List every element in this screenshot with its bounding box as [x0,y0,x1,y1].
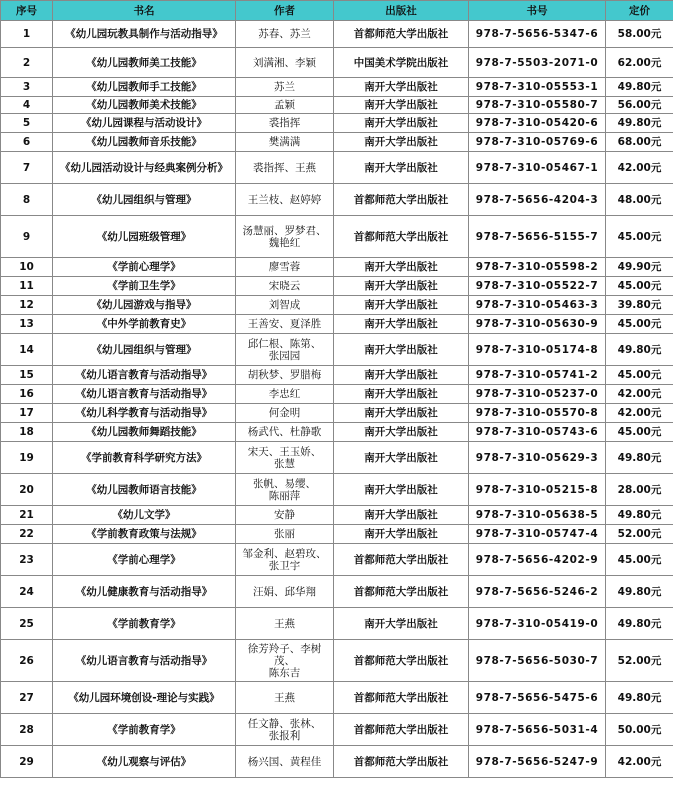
cell-price: 49.80元 [606,682,673,714]
table-header-row [1,1,673,21]
cell-no: 21 [1,506,53,525]
table-row [1,608,673,640]
table-row [1,184,673,216]
cell-isbn: 978-7-5656-5030-7 [469,640,606,682]
cell-isbn: 978-7-5503-2071-0 [469,48,606,78]
table-row [1,714,673,746]
cell-no: 22 [1,525,53,544]
cell-isbn: 978-7-310-05174-8 [469,334,606,366]
table-row [1,334,673,366]
cell-title: 《幼儿园教师美术技能》 [53,97,236,114]
cell-price: 45.00元 [606,216,673,258]
cell-no: 20 [1,474,53,506]
cell-author: 徐芳羚子、李树茂、 陈东吉 [236,640,334,682]
cell-publisher: 南开大学出版社 [334,334,469,366]
cell-no: 27 [1,682,53,714]
cell-author: 杨武代、杜静歌 [236,423,334,442]
cell-no: 29 [1,746,53,778]
header-author: 作者 [236,1,334,21]
cell-publisher: 南开大学出版社 [334,152,469,184]
cell-price: 52.00元 [606,640,673,682]
table-row [1,258,673,277]
cell-title: 《幼儿园活动设计与经典案例分析》 [53,152,236,184]
cell-price: 49.90元 [606,258,673,277]
cell-title: 《幼儿园教师手工技能》 [53,78,236,97]
cell-publisher: 南开大学出版社 [334,423,469,442]
cell-price: 45.00元 [606,544,673,576]
cell-title: 《幼儿语言教育与活动指导》 [53,385,236,404]
table-row [1,366,673,385]
cell-isbn: 978-7-310-05629-3 [469,442,606,474]
cell-isbn: 978-7-5656-5247-9 [469,746,606,778]
cell-title: 《幼儿语言教育与活动指导》 [53,640,236,682]
cell-price: 45.00元 [606,315,673,334]
cell-isbn: 978-7-5656-5155-7 [469,216,606,258]
table-row [1,640,673,682]
cell-publisher: 南开大学出版社 [334,474,469,506]
cell-no: 25 [1,608,53,640]
table-body [1,21,673,778]
table-row [1,506,673,525]
table-row [1,442,673,474]
cell-no: 1 [1,21,53,48]
table-row [1,423,673,442]
cell-no: 5 [1,114,53,133]
table-row [1,133,673,152]
cell-publisher: 南开大学出版社 [334,608,469,640]
cell-price: 39.80元 [606,296,673,315]
cell-isbn: 978-7-310-05420-6 [469,114,606,133]
cell-author: 邹金利、赵碧玫、 张卫宇 [236,544,334,576]
cell-isbn: 978-7-310-05741-2 [469,366,606,385]
table-row [1,385,673,404]
table-row [1,404,673,423]
cell-price: 49.80元 [606,114,673,133]
cell-author: 苏春、苏兰 [236,21,334,48]
cell-author: 李忠红 [236,385,334,404]
cell-no: 2 [1,48,53,78]
cell-publisher: 南开大学出版社 [334,133,469,152]
cell-author: 苏兰 [236,78,334,97]
cell-publisher: 南开大学出版社 [334,506,469,525]
cell-no: 7 [1,152,53,184]
cell-isbn: 978-7-310-05743-6 [469,423,606,442]
cell-title: 《学前教育学》 [53,608,236,640]
cell-author: 安静 [236,506,334,525]
cell-no: 10 [1,258,53,277]
cell-author: 廖雪蓉 [236,258,334,277]
cell-isbn: 978-7-310-05747-4 [469,525,606,544]
cell-author: 汤慧丽、罗梦君、 魏艳红 [236,216,334,258]
cell-title: 《幼儿园组织与管理》 [53,184,236,216]
cell-price: 49.80元 [606,576,673,608]
cell-price: 45.00元 [606,423,673,442]
cell-no: 16 [1,385,53,404]
cell-publisher: 首都师范大学出版社 [334,640,469,682]
cell-no: 26 [1,640,53,682]
header-title: 书名 [53,1,236,21]
cell-title: 《幼儿科学教育与活动指导》 [53,404,236,423]
cell-no: 4 [1,97,53,114]
cell-author: 汪娟、邱华翔 [236,576,334,608]
cell-isbn: 978-7-310-05237-0 [469,385,606,404]
cell-author: 王燕 [236,608,334,640]
cell-price: 49.80元 [606,334,673,366]
cell-price: 68.00元 [606,133,673,152]
cell-author: 裘指挥 [236,114,334,133]
cell-publisher: 首都师范大学出版社 [334,21,469,48]
cell-price: 49.80元 [606,608,673,640]
cell-author: 王燕 [236,682,334,714]
cell-price: 42.00元 [606,152,673,184]
header-no: 序号 [1,1,53,21]
cell-title: 《幼儿园课程与活动设计》 [53,114,236,133]
table-row [1,21,673,48]
table-row [1,576,673,608]
cell-author: 张帆、易缨、 陈丽萍 [236,474,334,506]
cell-title: 《幼儿园教师语言技能》 [53,474,236,506]
cell-isbn: 978-7-310-05598-2 [469,258,606,277]
cell-price: 42.00元 [606,404,673,423]
cell-isbn: 978-7-310-05580-7 [469,97,606,114]
cell-no: 8 [1,184,53,216]
table-row [1,48,673,78]
cell-title: 《幼儿园教师音乐技能》 [53,133,236,152]
cell-title: 《学前卫生学》 [53,277,236,296]
cell-no: 17 [1,404,53,423]
cell-publisher: 首都师范大学出版社 [334,576,469,608]
cell-price: 49.80元 [606,442,673,474]
cell-no: 28 [1,714,53,746]
table-row [1,746,673,778]
header-price: 定价 [606,1,673,21]
cell-publisher: 首都师范大学出版社 [334,682,469,714]
cell-price: 52.00元 [606,525,673,544]
cell-price: 56.00元 [606,97,673,114]
table-row [1,97,673,114]
cell-author: 张丽 [236,525,334,544]
cell-no: 24 [1,576,53,608]
cell-isbn: 978-7-5656-5031-4 [469,714,606,746]
cell-isbn: 978-7-310-05463-3 [469,296,606,315]
cell-title: 《中外学前教育史》 [53,315,236,334]
cell-publisher: 南开大学出版社 [334,296,469,315]
table-row [1,216,673,258]
cell-publisher: 首都师范大学出版社 [334,184,469,216]
cell-no: 12 [1,296,53,315]
cell-isbn: 978-7-5656-4202-9 [469,544,606,576]
cell-title: 《幼儿园教师舞蹈技能》 [53,423,236,442]
cell-title: 《学前心理学》 [53,258,236,277]
table-row [1,78,673,97]
cell-isbn: 978-7-5656-5475-6 [469,682,606,714]
cell-isbn: 978-7-310-05570-8 [469,404,606,423]
cell-price: 45.00元 [606,277,673,296]
cell-publisher: 南开大学出版社 [334,366,469,385]
cell-publisher: 南开大学出版社 [334,277,469,296]
cell-publisher: 南开大学出版社 [334,442,469,474]
cell-title: 《幼儿园游戏与指导》 [53,296,236,315]
cell-no: 18 [1,423,53,442]
table-row [1,152,673,184]
cell-author: 刘满湘、李颖 [236,48,334,78]
cell-publisher: 南开大学出版社 [334,258,469,277]
cell-author: 裘指挥、王燕 [236,152,334,184]
table-row [1,682,673,714]
cell-author: 王兰枝、赵婷婷 [236,184,334,216]
cell-author: 胡秋梦、罗腊梅 [236,366,334,385]
cell-no: 6 [1,133,53,152]
cell-publisher: 中国美术学院出版社 [334,48,469,78]
cell-price: 48.00元 [606,184,673,216]
cell-isbn: 978-7-310-05419-0 [469,608,606,640]
table-row [1,544,673,576]
cell-isbn: 978-7-310-05553-1 [469,78,606,97]
cell-title: 《幼儿园环境创设-理论与实践》 [53,682,236,714]
cell-isbn: 978-7-5656-4204-3 [469,184,606,216]
cell-no: 23 [1,544,53,576]
cell-isbn: 978-7-5656-5347-6 [469,21,606,48]
cell-title: 《幼儿园班级管理》 [53,216,236,258]
table-row [1,296,673,315]
cell-title: 《幼儿园组织与管理》 [53,334,236,366]
cell-author: 樊满满 [236,133,334,152]
cell-publisher: 南开大学出版社 [334,114,469,133]
cell-no: 11 [1,277,53,296]
header-publisher: 出版社 [334,1,469,21]
cell-no: 14 [1,334,53,366]
cell-publisher: 南开大学出版社 [334,525,469,544]
cell-author: 刘智成 [236,296,334,315]
cell-isbn: 978-7-310-05522-7 [469,277,606,296]
cell-title: 《幼儿健康教育与活动指导》 [53,576,236,608]
cell-isbn: 978-7-310-05769-6 [469,133,606,152]
cell-price: 62.00元 [606,48,673,78]
cell-price: 49.80元 [606,78,673,97]
cell-title: 《幼儿语言教育与活动指导》 [53,366,236,385]
cell-title: 《幼儿园玩教具制作与活动指导》 [53,21,236,48]
cell-isbn: 978-7-5656-5246-2 [469,576,606,608]
cell-isbn: 978-7-310-05467-1 [469,152,606,184]
cell-publisher: 南开大学出版社 [334,404,469,423]
cell-author: 王善安、夏泽胜 [236,315,334,334]
cell-publisher: 南开大学出版社 [334,315,469,334]
cell-isbn: 978-7-310-05638-5 [469,506,606,525]
cell-author: 宋天、王玉娇、 张慧 [236,442,334,474]
table-row [1,315,673,334]
cell-price: 58.00元 [606,21,673,48]
cell-publisher: 南开大学出版社 [334,385,469,404]
cell-title: 《学前教育科学研究方法》 [53,442,236,474]
cell-author: 宋晓云 [236,277,334,296]
header-isbn: 书号 [469,1,606,21]
cell-price: 45.00元 [606,366,673,385]
table-row [1,474,673,506]
cell-title: 《学前教育学》 [53,714,236,746]
cell-price: 28.00元 [606,474,673,506]
cell-title: 《学前教育政策与法规》 [53,525,236,544]
cell-publisher: 首都师范大学出版社 [334,544,469,576]
cell-price: 42.00元 [606,385,673,404]
cell-author: 何金明 [236,404,334,423]
cell-author: 孟颖 [236,97,334,114]
cell-title: 《学前心理学》 [53,544,236,576]
cell-title: 《幼儿园教师美工技能》 [53,48,236,78]
table-row [1,525,673,544]
cell-no: 9 [1,216,53,258]
cell-no: 19 [1,442,53,474]
cell-title: 《幼儿观察与评估》 [53,746,236,778]
cell-no: 15 [1,366,53,385]
cell-publisher: 南开大学出版社 [334,97,469,114]
cell-no: 3 [1,78,53,97]
cell-price: 50.00元 [606,714,673,746]
cell-isbn: 978-7-310-05215-8 [469,474,606,506]
cell-publisher: 首都师范大学出版社 [334,216,469,258]
cell-author: 杨兴国、黄程佳 [236,746,334,778]
cell-price: 49.80元 [606,506,673,525]
cell-price: 42.00元 [606,746,673,778]
cell-author: 邱仁根、陈第、 张园园 [236,334,334,366]
cell-publisher: 首都师范大学出版社 [334,714,469,746]
cell-isbn: 978-7-310-05630-9 [469,315,606,334]
cell-author: 任文静、张林、 张报利 [236,714,334,746]
cell-publisher: 南开大学出版社 [334,78,469,97]
cell-publisher: 首都师范大学出版社 [334,746,469,778]
cell-no: 13 [1,315,53,334]
table-row [1,114,673,133]
table-row [1,277,673,296]
cell-title: 《幼儿文学》 [53,506,236,525]
